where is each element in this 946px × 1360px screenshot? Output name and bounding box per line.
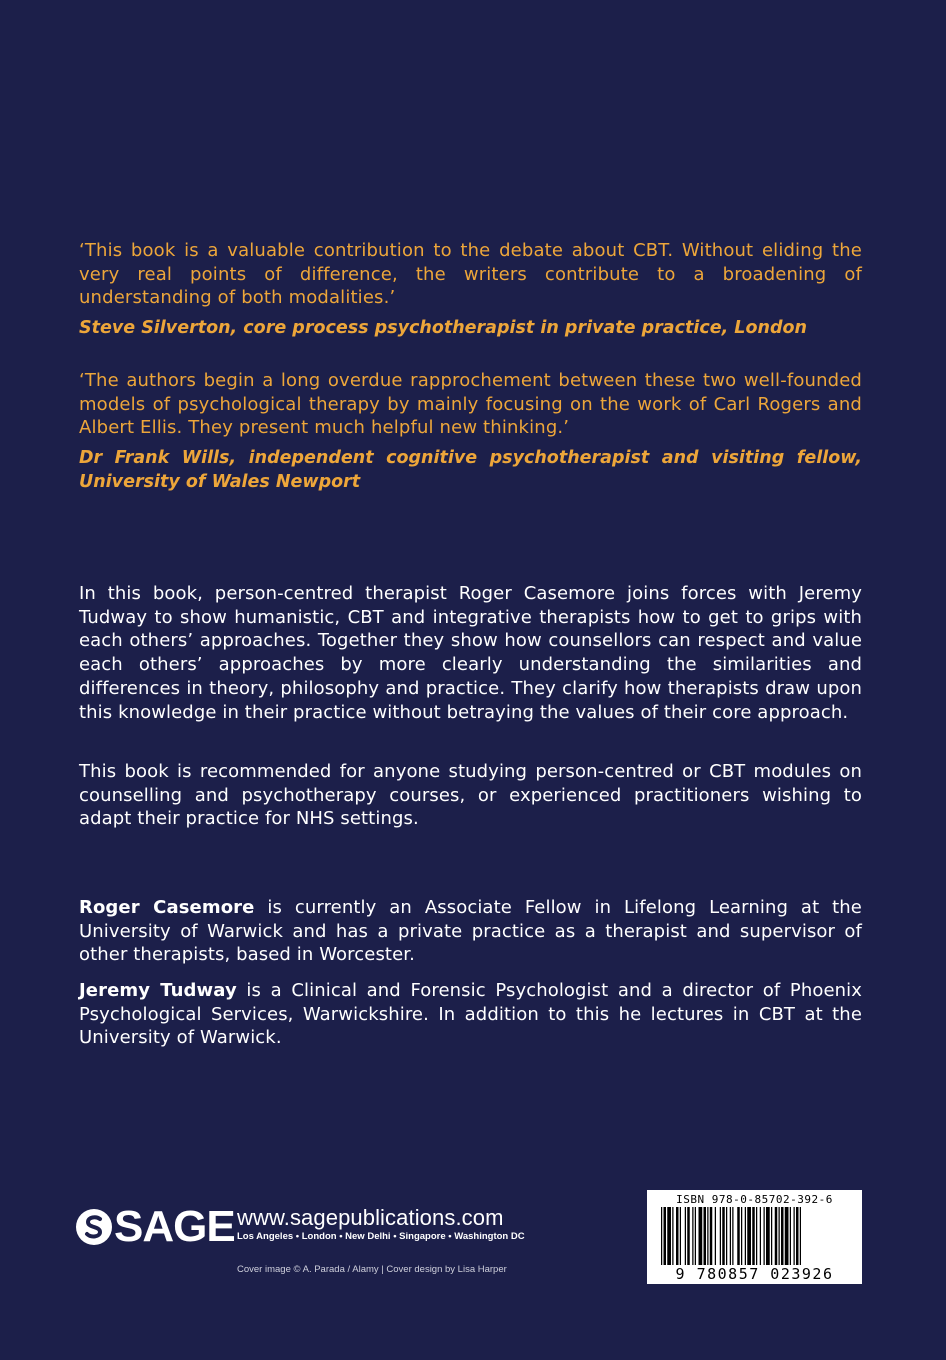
endorsement-1 <box>79 239 862 340</box>
barcode-bar <box>720 1207 721 1265</box>
barcode-bar <box>680 1207 681 1265</box>
author-bio-text <box>79 979 862 1050</box>
barcode-bar <box>756 1207 757 1265</box>
description-text: In this book, person-centred therapist Roger Casemore joins forces with Jeremy Tudway to show humanistic, CBT and integrative therapists how to get to grips with each others’ approaches. Together they show how counsellors can respect and value each others’ approaches by more clearly understanding the similarities and differences in theory, philosophy and practice. They clarify how therapists draw upon this knowledge in their practice without betraying the values of their core approach. <box>79 583 862 723</box>
isbn-label: ISBN 978-0-85702-392-6 <box>676 1193 833 1206</box>
barcode-bar <box>676 1207 679 1265</box>
barcode-bar <box>737 1207 740 1265</box>
barcode-bar <box>710 1207 713 1265</box>
barcode-digits: 9 780857 023926 <box>647 1265 862 1284</box>
barcode-bar <box>760 1207 761 1265</box>
barcode-bar <box>779 1207 780 1265</box>
barcode-bar <box>747 1207 751 1265</box>
description-paragraph-2 <box>79 760 862 831</box>
barcode-bar <box>732 1207 733 1265</box>
barcode-bar <box>687 1207 690 1265</box>
author-bio: is a Clinical and Forensic Psychologist and a director of Phoenix Psychological Services, Warwickshire. In addition to this he lectures in CBT at the University of Warwick. <box>79 980 862 1049</box>
author-name: Roger Casemore <box>79 897 255 918</box>
barcode-bar <box>800 1207 801 1265</box>
endorsement-2 <box>79 369 862 494</box>
barcode-bar <box>771 1207 772 1265</box>
publisher-url: www.sagepublications.com <box>237 1205 504 1230</box>
barcode-bar <box>796 1207 799 1265</box>
barcode-bar <box>685 1207 686 1265</box>
description-paragraph-1 <box>79 582 862 724</box>
barcode-bar <box>741 1207 742 1265</box>
isbn-barcode <box>647 1190 862 1284</box>
barcode-bar <box>766 1207 770 1265</box>
publisher-cities: Los Angeles • London • New Delhi • Singapore • Washington DC <box>237 1231 525 1242</box>
barcode-bar <box>785 1207 789 1265</box>
endorsement-quote: ‘This book is a valuable contribution to the debate about CBT. Without eliding the very real points of difference, the writers contribute to a broadening of understanding of both modalities.’ <box>79 240 862 308</box>
barcode-bar <box>695 1207 696 1265</box>
endorsement-attribution: Steve Silverton, core process psychotherapist in private practice, London <box>79 317 807 338</box>
barcode-bar <box>715 1207 716 1265</box>
barcode-bar <box>775 1207 778 1265</box>
barcode-bar <box>699 1207 703 1265</box>
barcode-bar <box>692 1207 693 1265</box>
barcode-bar <box>667 1207 671 1265</box>
barcode-bar <box>781 1207 784 1265</box>
barcode-bars <box>657 1207 852 1265</box>
sage-emblem-icon <box>76 1209 112 1245</box>
barcode-bar <box>704 1207 707 1265</box>
barcode-bar <box>722 1207 725 1265</box>
endorsement-attribution: Dr Frank Wills, independent cognitive psychotherapist and visiting fellow, University of Wales Newport <box>79 447 862 492</box>
description-text: This book is recommended for anyone studying person-centred or CBT modules on counselling and psychotherapy courses, or experienced practitioners wishing to adapt their practice for NHS settings. <box>79 761 862 830</box>
barcode-bar <box>764 1207 765 1265</box>
author-bio-text <box>79 896 862 967</box>
author-name: Jeremy Tudway <box>79 980 237 1001</box>
barcode-bar <box>664 1207 667 1265</box>
barcode-bar <box>794 1207 795 1265</box>
barcode-bar <box>707 1207 708 1265</box>
publisher-info <box>237 1205 525 1243</box>
author-bio-1 <box>79 896 862 967</box>
barcode-bar <box>730 1207 731 1265</box>
barcode-bar <box>752 1207 755 1265</box>
barcode-bar <box>672 1207 673 1265</box>
barcode-bar <box>745 1207 746 1265</box>
barcode-bar <box>726 1207 727 1265</box>
endorsement-quote: ‘The authors begin a long overdue rapprochement between these two well-founded models of psychological therapy by mainly focusing on the work of Carl Rogers and Albert Ellis. They present much helpful new thinking.’ <box>79 370 862 438</box>
barcode-bar <box>661 1207 662 1265</box>
author-bio: is currently an Associate Fellow in Lifelong Learning at the University of Warwick and has a private practice as a therapist and supervisor of other therapists, based in Worcester. <box>79 897 862 966</box>
sage-logo <box>76 1203 235 1251</box>
sage-wordmark: SAGE <box>114 1202 235 1251</box>
cover-credits: Cover image © A. Parada / Alamy | Cover design by Lisa Harper <box>237 1264 507 1275</box>
author-bio-2 <box>79 979 862 1050</box>
barcode-bar <box>790 1207 791 1265</box>
